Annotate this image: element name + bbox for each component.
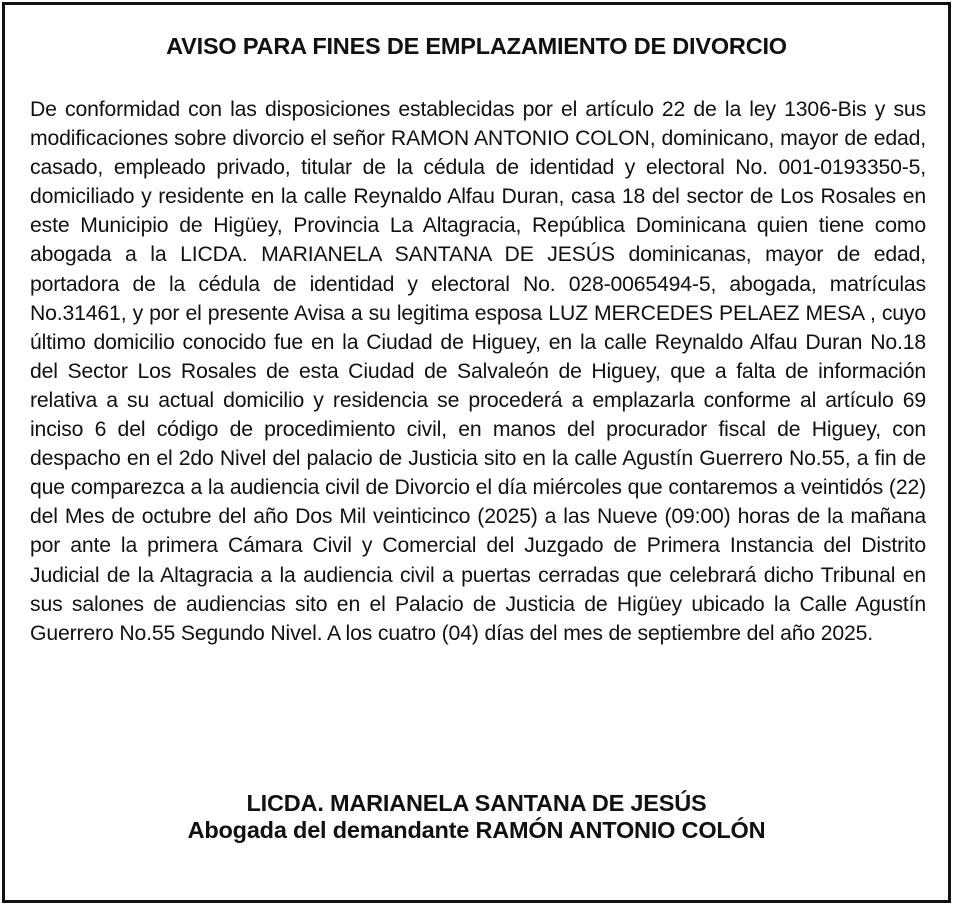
notice-title: AVISO PARA FINES DE EMPLAZAMIENTO DE DIVORCIO [166, 33, 787, 59]
signature-block [5, 790, 948, 844]
notice-body: De conformidad con las disposiciones establecidas por el artículo 22 de la ley 1306-Bis y sus modificaciones sobre divorcio el señor RAMON ANTONIO COLON, dominicano, mayor de edad, casado, empleado privado, titular de la cédula de identidad y electoral No. 001-0193350-5, domiciliado y residente en la calle Reynaldo Alfau Duran, casa 18 del sector de Los Rosales en este Municipio de Higüey, Provincia La Altagracia, República Dominicana quien tiene como abogada a la LICDA. MARIANELA SANTANA DE JESÚS dominicanas, mayor de edad, portadora de la cédula de identidad y electoral No. 028-0065494-5, abogada, matrículas No.31461, y por el presente Avisa a su legitima esposa LUZ MERCEDES PELAEZ MESA , cuyo último domicilio conocido fue en la Ciudad de Higuey, en la calle Reynaldo Alfau Duran No.18 del Sector Los Rosales de esta Ciudad de Salvaleón de Higuey, que a falta de información relativa a su actual domicilio y residencia se procederá a emplazarla conforme al artículo 69 inciso 6 del código de procedimiento civil, en manos del procurador fiscal de Higuey, con despacho en el 2do Nivel del palacio de Justicia sito en la calle Agustín Guerrero No.55, a fin de que comparezca a la audiencia civil de Divorcio el día miércoles que contaremos a veintidós (22) del Mes de octubre del año Dos Mil veinticinco (2025) a las Nueve (09:00) horas de la mañana por ante la primera Cámara Civil y Comercial del Juzgado de Primera Instancia del Distrito Judicial de la Altagracia a la audiencia civil a puertas cerradas que celebrará dicho Tribunal en sus salones de audiencias sito en el Palacio de Justicia de Higüey ubicado la Calle Agustín Guerrero No.55 Segundo Nivel. A los cuatro (04) días del mes de septiembre del año 2025. [30, 98, 926, 645]
signature-name: LICDA. MARIANELA SANTANA DE JESÚS [246, 790, 707, 816]
legal-notice-box [2, 2, 951, 903]
signature-role: Abogada del demandante RAMÓN ANTONIO COLÓN [187, 817, 766, 843]
